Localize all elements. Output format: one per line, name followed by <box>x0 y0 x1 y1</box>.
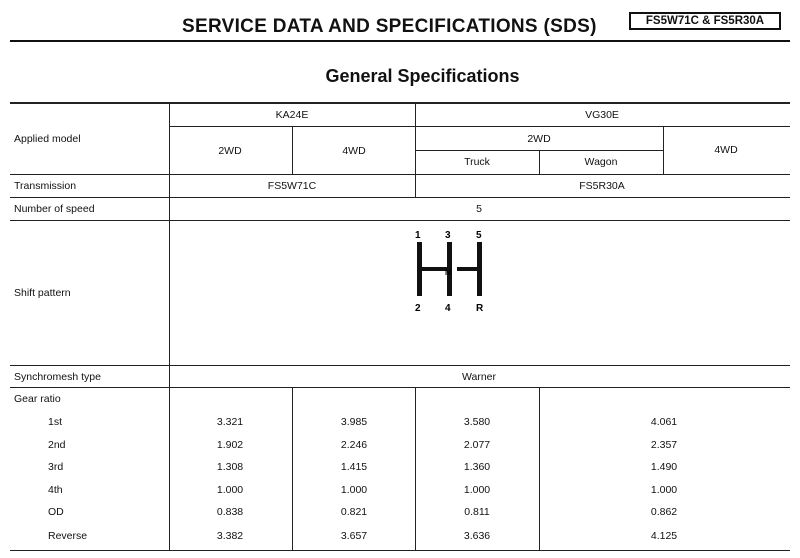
column-divider <box>663 126 664 174</box>
shift-bar-left <box>417 267 447 271</box>
shift-label-5: 5 <box>476 230 482 241</box>
row-divider <box>10 174 790 175</box>
gear-ratio-value: 1.308 <box>216 461 244 473</box>
section-title: General Specifications <box>325 66 520 86</box>
gear-ratio-value: 1.000 <box>463 484 491 496</box>
gear-ratio-value: 3.636 <box>463 530 491 542</box>
drive-vg30e-2wd: 2WD <box>527 133 551 145</box>
column-divider <box>292 387 293 550</box>
gear-ratio-value: 1.490 <box>650 461 678 473</box>
gear-ratio-value: 1.902 <box>216 439 244 451</box>
gear-ratio-value: 3.657 <box>340 530 368 542</box>
shift-bar-right <box>457 267 477 271</box>
row-divider <box>10 365 790 366</box>
column-divider <box>415 387 416 550</box>
row-divider <box>169 126 790 127</box>
synchromesh-type-value: Warner <box>461 371 497 383</box>
table-bottom-border <box>10 550 790 551</box>
shift-label-1: 1 <box>415 230 421 241</box>
label-gear-ratio: Gear ratio <box>14 393 61 405</box>
engine-vg30e: VG30E <box>585 109 619 121</box>
gear-ratio-value: 1.415 <box>340 461 368 473</box>
drive-ka24e-2wd: 2WD <box>218 145 242 157</box>
body-truck: Truck <box>464 156 490 168</box>
column-divider <box>415 102 416 197</box>
row-divider <box>10 197 790 198</box>
gear-ratio-value: 4.125 <box>650 530 678 542</box>
shift-label-neutral: N <box>445 268 451 277</box>
label-synchromesh-type: Synchromesh type <box>14 371 101 383</box>
shift-label-4: 4 <box>445 303 451 314</box>
shift-label-2: 2 <box>415 303 421 314</box>
gear-ratio-value: 2.357 <box>650 439 678 451</box>
page-header-title: SERVICE DATA AND SPECIFICATIONS (SDS) <box>182 16 597 37</box>
gear-name: Reverse <box>48 530 88 542</box>
body-wagon: Wagon <box>584 156 618 168</box>
gear-name: 3rd <box>48 461 64 473</box>
shift-label-r: R <box>476 303 484 314</box>
row-divider <box>10 387 790 388</box>
gear-name: OD <box>48 506 64 518</box>
shift-gate-right <box>477 242 482 296</box>
column-divider <box>539 150 540 174</box>
number-of-speed-value: 5 <box>476 203 482 215</box>
drive-ka24e-4wd: 4WD <box>342 145 366 157</box>
column-divider <box>169 102 170 550</box>
gear-ratio-value: 2.246 <box>340 439 368 451</box>
gear-ratio-value: 2.077 <box>463 439 491 451</box>
engine-ka24e: KA24E <box>275 109 309 121</box>
gear-ratio-value: 0.862 <box>650 506 678 518</box>
transmission-fs5w71c: FS5W71C <box>267 180 317 192</box>
table-top-border <box>10 102 790 104</box>
header-rule <box>10 40 790 42</box>
label-shift-pattern: Shift pattern <box>14 287 71 299</box>
gear-name: 4th <box>48 484 63 496</box>
model-badge: FS5W71C & FS5R30A <box>629 12 781 30</box>
gear-ratio-value: 3.985 <box>340 416 368 428</box>
gear-ratio-value: 1.360 <box>463 461 491 473</box>
gear-name: 2nd <box>48 439 66 451</box>
drive-vg30e-4wd: 4WD <box>714 144 738 156</box>
gear-ratio-value: 3.580 <box>463 416 491 428</box>
label-number-of-speed: Number of speed <box>14 203 95 215</box>
gear-ratio-value: 0.838 <box>216 506 244 518</box>
label-transmission: Transmission <box>14 180 77 192</box>
column-divider <box>539 387 540 550</box>
gear-ratio-value: 3.321 <box>216 416 244 428</box>
gear-ratio-value: 1.000 <box>216 484 244 496</box>
shift-label-3: 3 <box>445 230 451 241</box>
gear-name: 1st <box>48 416 63 428</box>
gear-ratio-value: 1.000 <box>340 484 368 496</box>
row-divider <box>10 220 790 221</box>
label-applied-model: Applied model <box>14 133 81 145</box>
column-divider <box>292 126 293 174</box>
gear-ratio-value: 4.061 <box>650 416 678 428</box>
gear-ratio-value: 0.811 <box>464 506 490 518</box>
transmission-fs5r30a: FS5R30A <box>579 180 625 192</box>
gear-ratio-value: 1.000 <box>650 484 678 496</box>
gear-ratio-value: 3.382 <box>216 530 244 542</box>
gear-ratio-value: 0.821 <box>340 506 368 518</box>
shift-pattern-diagram <box>405 226 505 316</box>
